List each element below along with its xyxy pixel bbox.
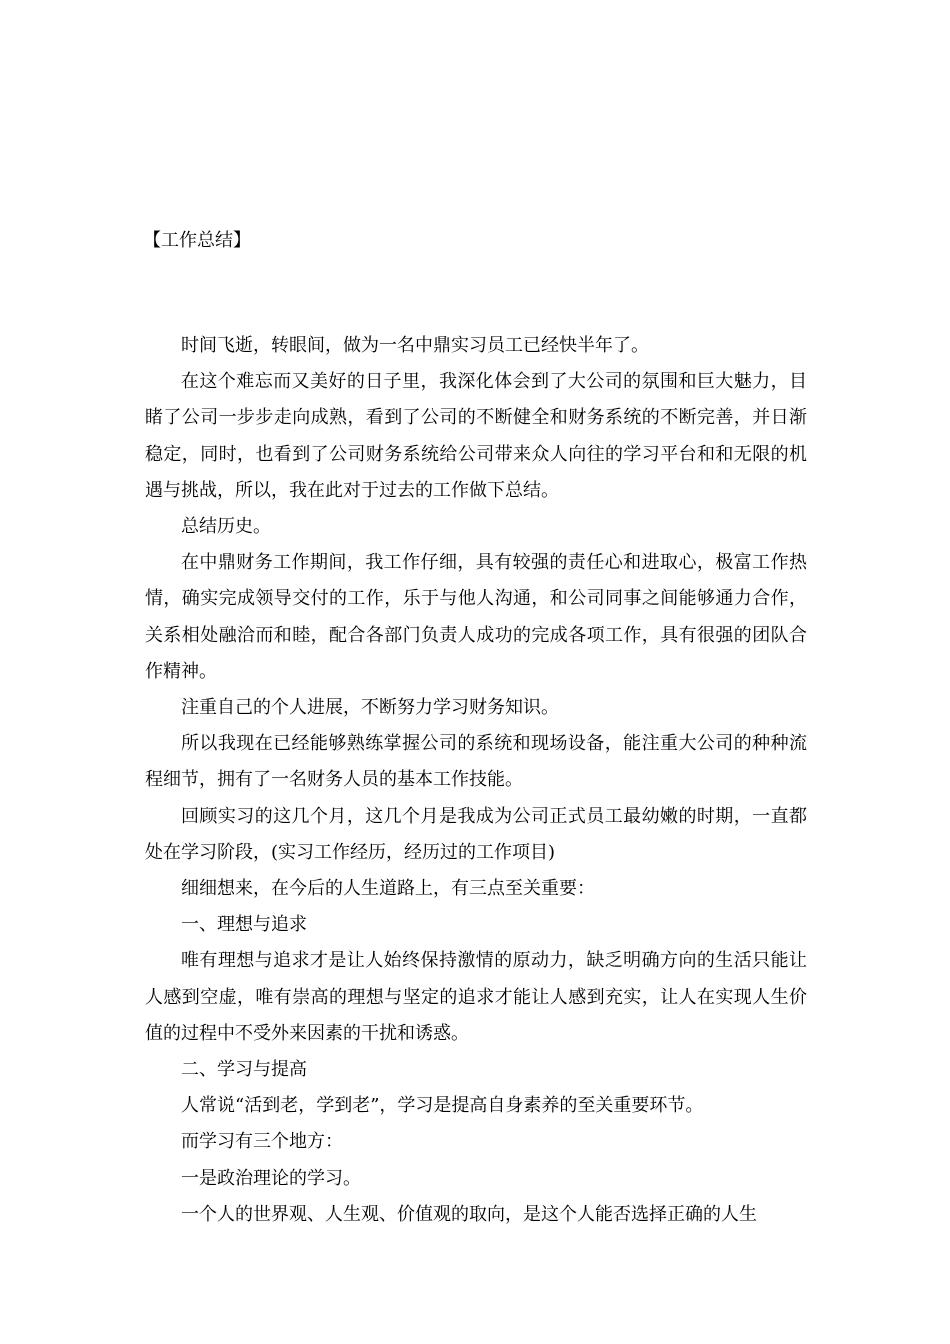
document-title: 【工作总结】	[143, 230, 251, 251]
document-body	[145, 328, 807, 1233]
paragraph: 回顾实习的这几个月，这几个月是我成为公司正式员工最幼嫩的时期，一直都处在学习阶段，(实习工作经历，经历过的工作项目)	[145, 805, 807, 863]
paragraph: 唯有理想与追求才是让人始终保持激情的原动力，缺乏明确方向的生活只能让人感到空虚，唯有崇高的理想与坚定的追求才能让人感到充实，让人在实现人生价值的过程中不受外来因素的干扰和诱惑。	[145, 950, 807, 1044]
paragraph: 在这个难忘而又美好的日子里，我深化体会到了大公司的氛围和巨大魅力，目睹了公司一步步走向成熟，看到了公司的不断健全和财务系统的不断完善，并日渐稳定，同时，也看到了公司财务系统给公司带来众人向往的学习平台和和无限的机遇与挑战，所以，我在此对于过去的工作做下总结。	[145, 371, 807, 501]
paragraph: 一是政治理论的学习。	[181, 1167, 361, 1189]
paragraph: 时间飞逝，转眼间，做为一名中鼎实习员工已经快半年了。	[181, 335, 649, 356]
paragraph: 所以我现在已经能够熟练掌握公司的系统和现场设备，能注重大公司的种种流程细节，拥有了一名财务人员的基本工作技能。	[145, 733, 807, 791]
section-heading: 二、学习与提高	[181, 1059, 307, 1081]
paragraph: 一个人的世界观、人生观、价值观的取向，是这个人能否选择正确的人生	[181, 1203, 757, 1225]
section-heading: 一、理想与追求	[181, 914, 307, 936]
paragraph: 细细想来，在今后的人生道路上，有三点至关重要：	[181, 878, 595, 900]
paragraph: 总结历史。	[181, 516, 271, 538]
paragraph: 而学习有三个地方：	[181, 1131, 343, 1153]
paragraph: 在中鼎财务工作期间，我工作仔细，具有较强的责任心和进取心，极富工作热情，确实完成领导交付的工作，乐于与他人沟通，和公司同事之间能够通力合作，关系相处融洽而和睦，配合各部门负责人成功的完成各项工作，具有很强的团队合作精神。	[145, 552, 807, 682]
paragraph: 人常说“活到老，学到老”，学习是提高自身素养的至关重要环节。	[181, 1095, 704, 1117]
paragraph: 注重自己的个人进展，不断努力学习财务知识。	[181, 697, 559, 719]
